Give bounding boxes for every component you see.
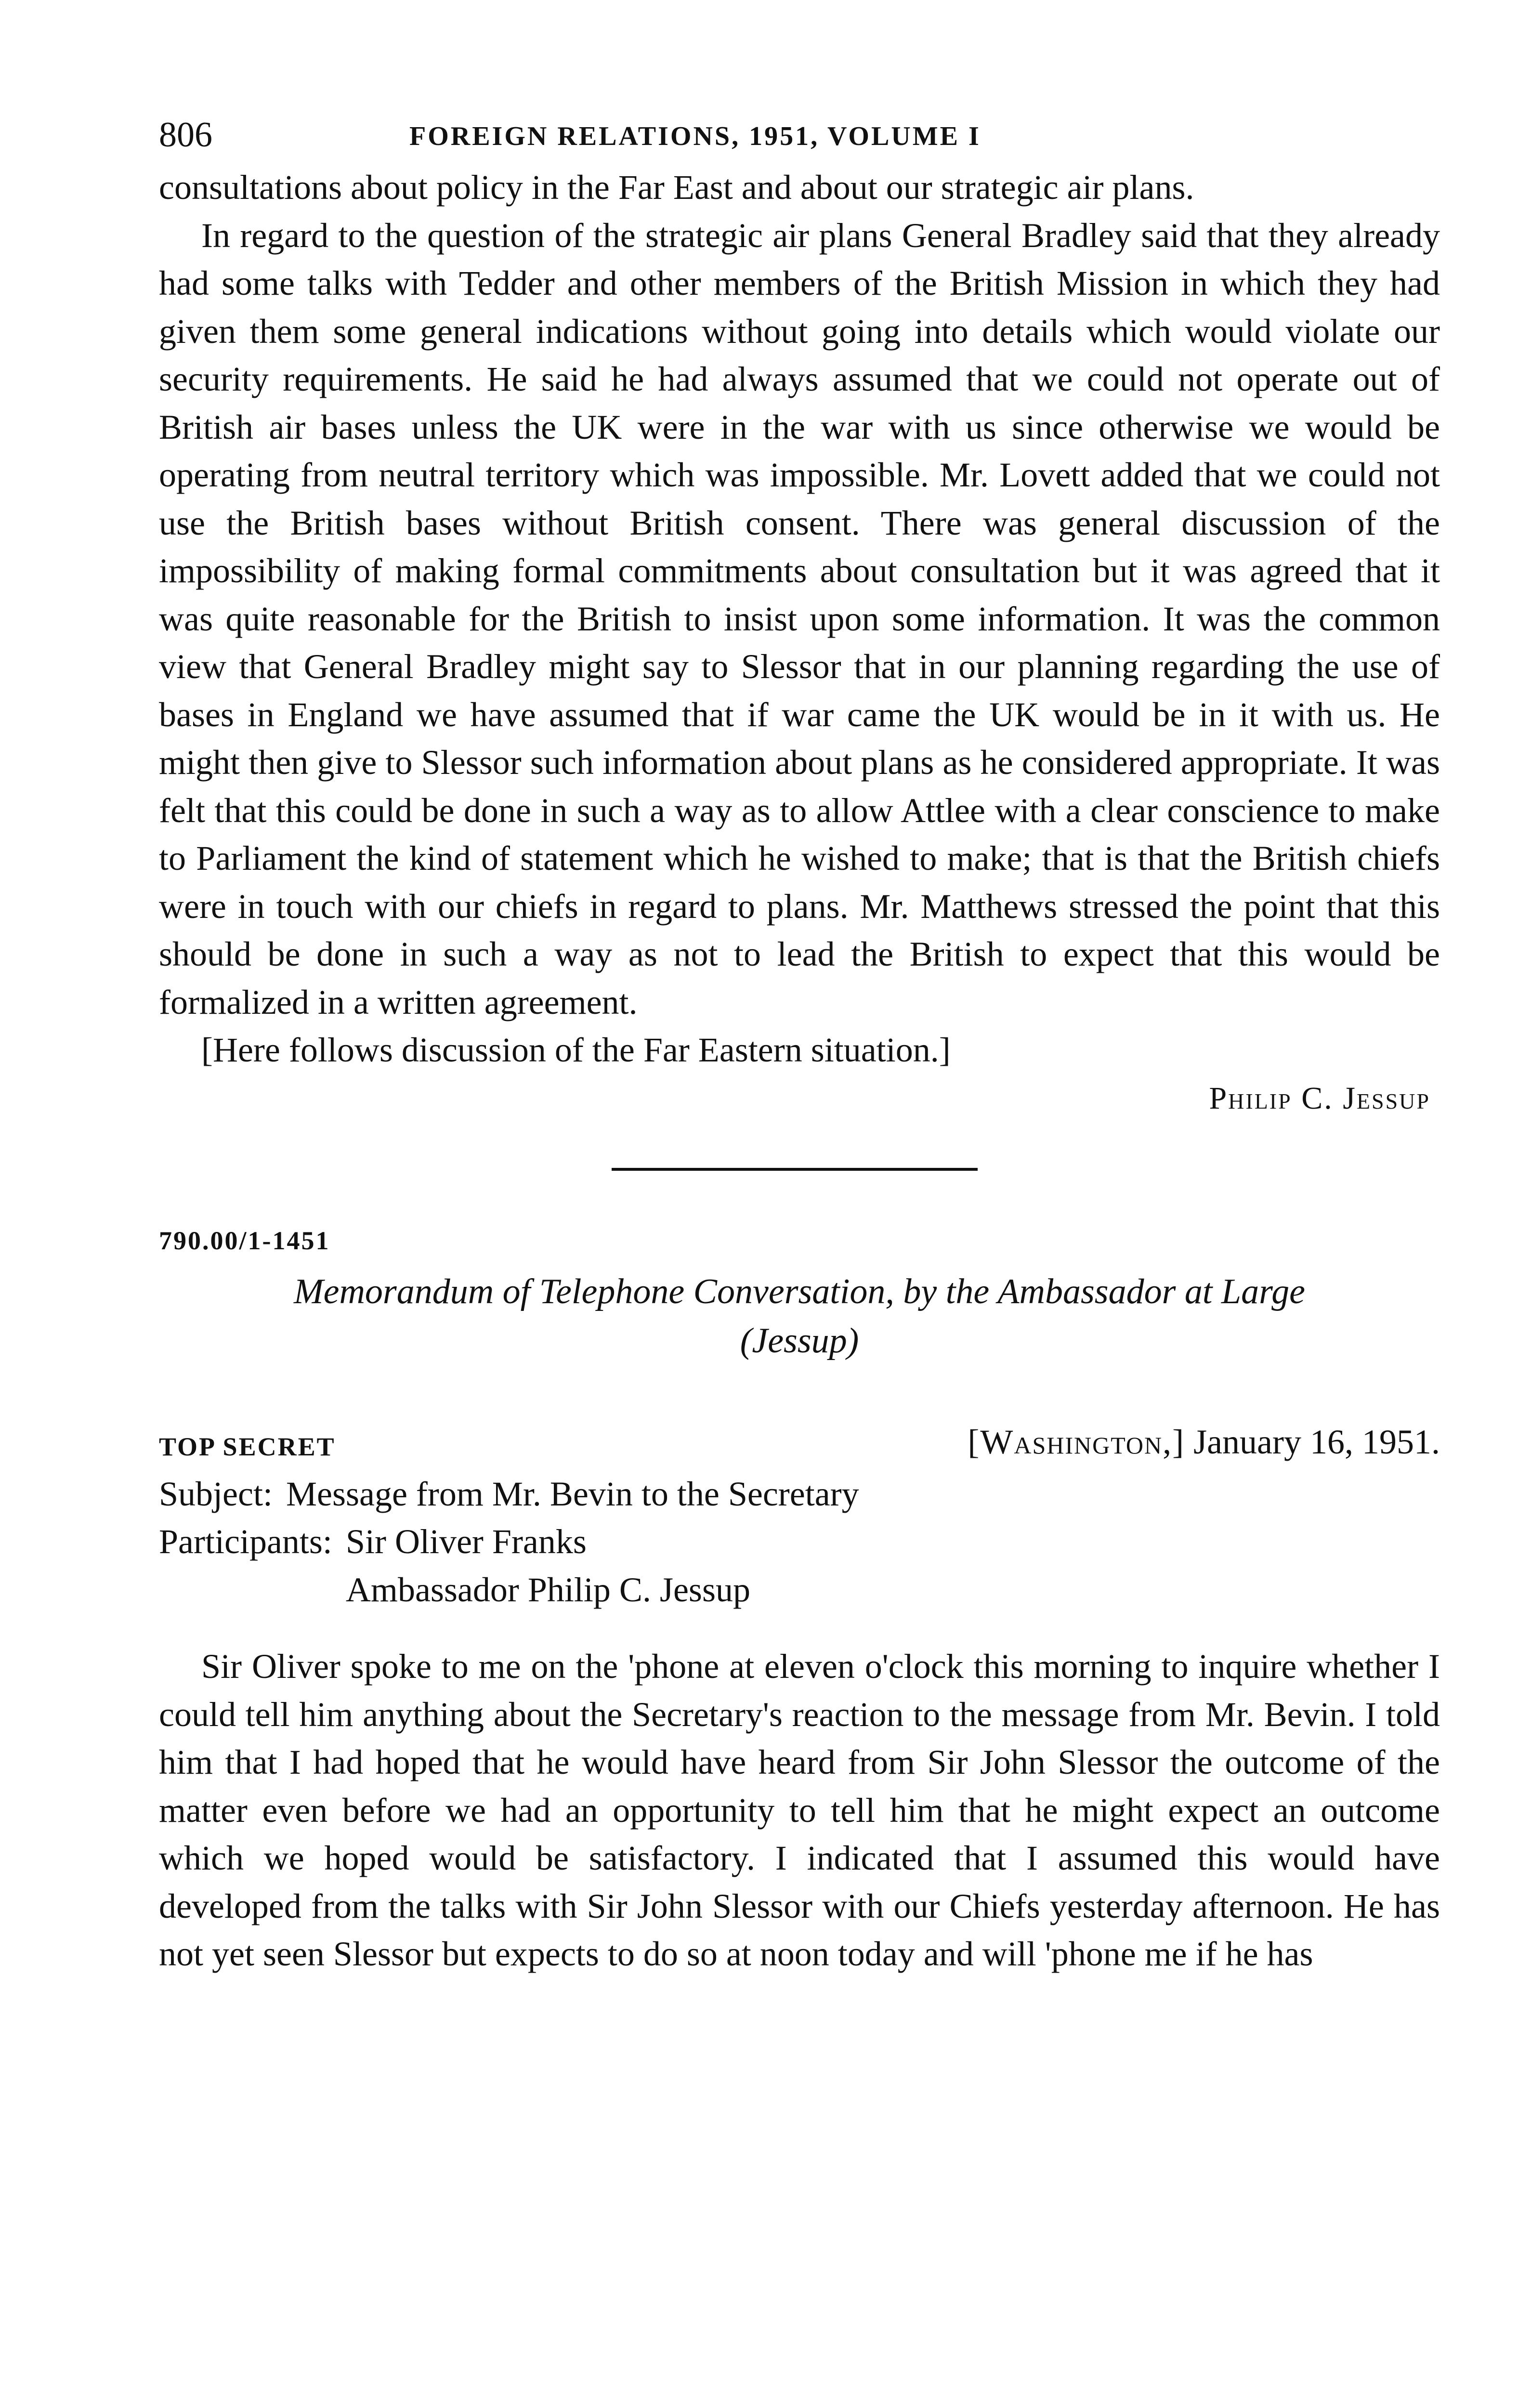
classification-date-line: [159, 1418, 1440, 1470]
document-title-line: Memorandum of Telephone Conversation, by the Ambassador at Large: [293, 1271, 1305, 1311]
classification: TOP SECRET: [159, 1432, 336, 1461]
place-date: [968, 1418, 1440, 1466]
place: [Washington,]: [968, 1422, 1185, 1461]
participant: Sir Oliver Franks: [345, 1522, 587, 1561]
file-number: 790.00/1-1451: [159, 1226, 330, 1255]
body-paragraph: In regard to the question of the strategic air plans General Bradley said that they already had some talks with Tedder and other members of the British Mission in which they had given them some general indications without going into details which would violate our security requirements. He said he had always assumed that we could not operate out of British air bases unless the UK were in the war with us since otherwise we would be operating from neutral territory which was impossible. Mr. Lovett added that we could not use the British bases without British consent. There was general discussion of the impossibility of making formal commitments about consultation but it was agreed that it was quite reasonable for the British to insist upon some information. It was the common view that General Bradley might say to Slessor that in our planning regarding the use of bases in England we have assumed that if war came the UK would be in it with us. He might then give to Slessor such information about plans as he considered appropriate. It was felt that this could be done in such a way as to allow Attlee with a clear conscience to make to Parliament the kind of statement which he wished to make; that is that the British chiefs were in touch with our chiefs in regard to plans. Mr. Matthews stressed the point that this should be done in such a way as not to lead the British to expect that this would be formalized in a written agreement.: [159, 216, 1440, 1021]
document-page: [159, 111, 1440, 1978]
date: January 16, 1951.: [1193, 1422, 1440, 1461]
continuation-paragraph: consultations about policy in the Far East and about our strategic air plans.: [159, 168, 1194, 207]
document-title-author: (Jessup): [740, 1321, 859, 1361]
document-title: [159, 1267, 1440, 1365]
participants-row: [159, 1518, 1440, 1614]
memorandum-body: Sir Oliver spoke to me on the 'phone at eleven o'clock this morning to inquire whether I could tell him anything about the Secretary's reaction to the message from Mr. Bevin. I told him that I had hoped that he would have heard from Sir John Slessor the outcome of the matter even before we had an opportunity to tell him that he might expect an outcome which we hoped would be satisfactory. I indicated that I assumed this would have developed from the talks with Sir John Slessor with our Chiefs yesterday afternoon. He has not yet seen Slessor but expects to do so at noon today and will 'phone me if he has: [159, 1647, 1440, 1973]
editorial-note: [Here follows discussion of the Far Eastern situation.]: [201, 1031, 951, 1069]
participant: Ambassador Philip C. Jessup: [345, 1570, 750, 1609]
subject-label: Subject:: [159, 1474, 273, 1513]
running-title: FOREIGN RELATIONS, 1951, VOLUME I: [409, 121, 981, 151]
participants-list: [346, 1518, 750, 1614]
section-divider: [612, 1168, 978, 1171]
participants-label: Participants:: [159, 1522, 332, 1561]
running-head: [159, 111, 1440, 164]
subject-row: [159, 1470, 1440, 1518]
page-number: 806: [159, 115, 212, 155]
signature: Philip C. Jessup: [1209, 1080, 1430, 1116]
subject-value: Message from Mr. Bevin to the Secretary: [286, 1474, 859, 1513]
